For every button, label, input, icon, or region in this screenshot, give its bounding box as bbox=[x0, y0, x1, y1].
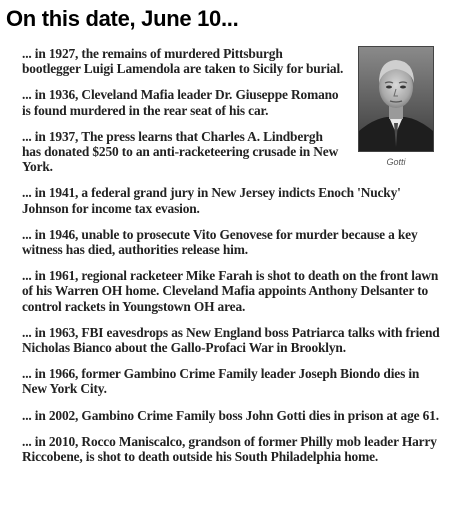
list-item: ... in 2002, Gambino Crime Family boss John Gotti dies in prison at age 61. bbox=[22, 407, 439, 423]
list-item: ... in 1927, the remains of murdered Pittsburgh bootlegger Luigi Lamendola are taken to Sicily for burial. bbox=[22, 46, 344, 77]
list-item: ... in 1936, Cleveland Mafia leader Dr. Giuseppe Romano is found murdered in the rear seat of his car. bbox=[22, 87, 339, 118]
list-item: ... in 2010, Rocco Maniscalco, grandson of former Philly mob leader Harry Riccobene, is shot to death outside his South Philadelphia home. bbox=[22, 433, 437, 465]
list-item: ... in 1937, The press learns that Charles A. Lindbergh has donated $250 to an anti-racketeering crusade in New York. bbox=[22, 128, 339, 175]
list-item: ... in 1961, regional racketeer Mike Farah is shot to death on the front lawn of his Warren OH home. Cleveland Mafia appoints Anthony Delsanter to control rackets in Youngstown OH area. bbox=[22, 268, 439, 314]
list-item: ... in 1963, FBI eavesdrops as New England boss Patriarca talks with friend Nicholas Bianco about the Gallo-Profaci War in Brooklyn. bbox=[22, 324, 440, 356]
list-item: ... in 1966, former Gambino Crime Family leader Joseph Biondo dies in New York City. bbox=[22, 366, 420, 397]
page-title: On this date, June 10... bbox=[6, 6, 239, 31]
event-list bbox=[22, 46, 446, 475]
list-item: ... in 1941, a federal grand jury in New Jersey indicts Enoch 'Nucky' Johnson for income tax evasion. bbox=[22, 185, 401, 216]
photo-caption: Gotti bbox=[386, 157, 406, 167]
list-item: ... in 1946, unable to prosecute Vito Genovese for murder because a key witness has died, authorities release him. bbox=[22, 226, 418, 258]
